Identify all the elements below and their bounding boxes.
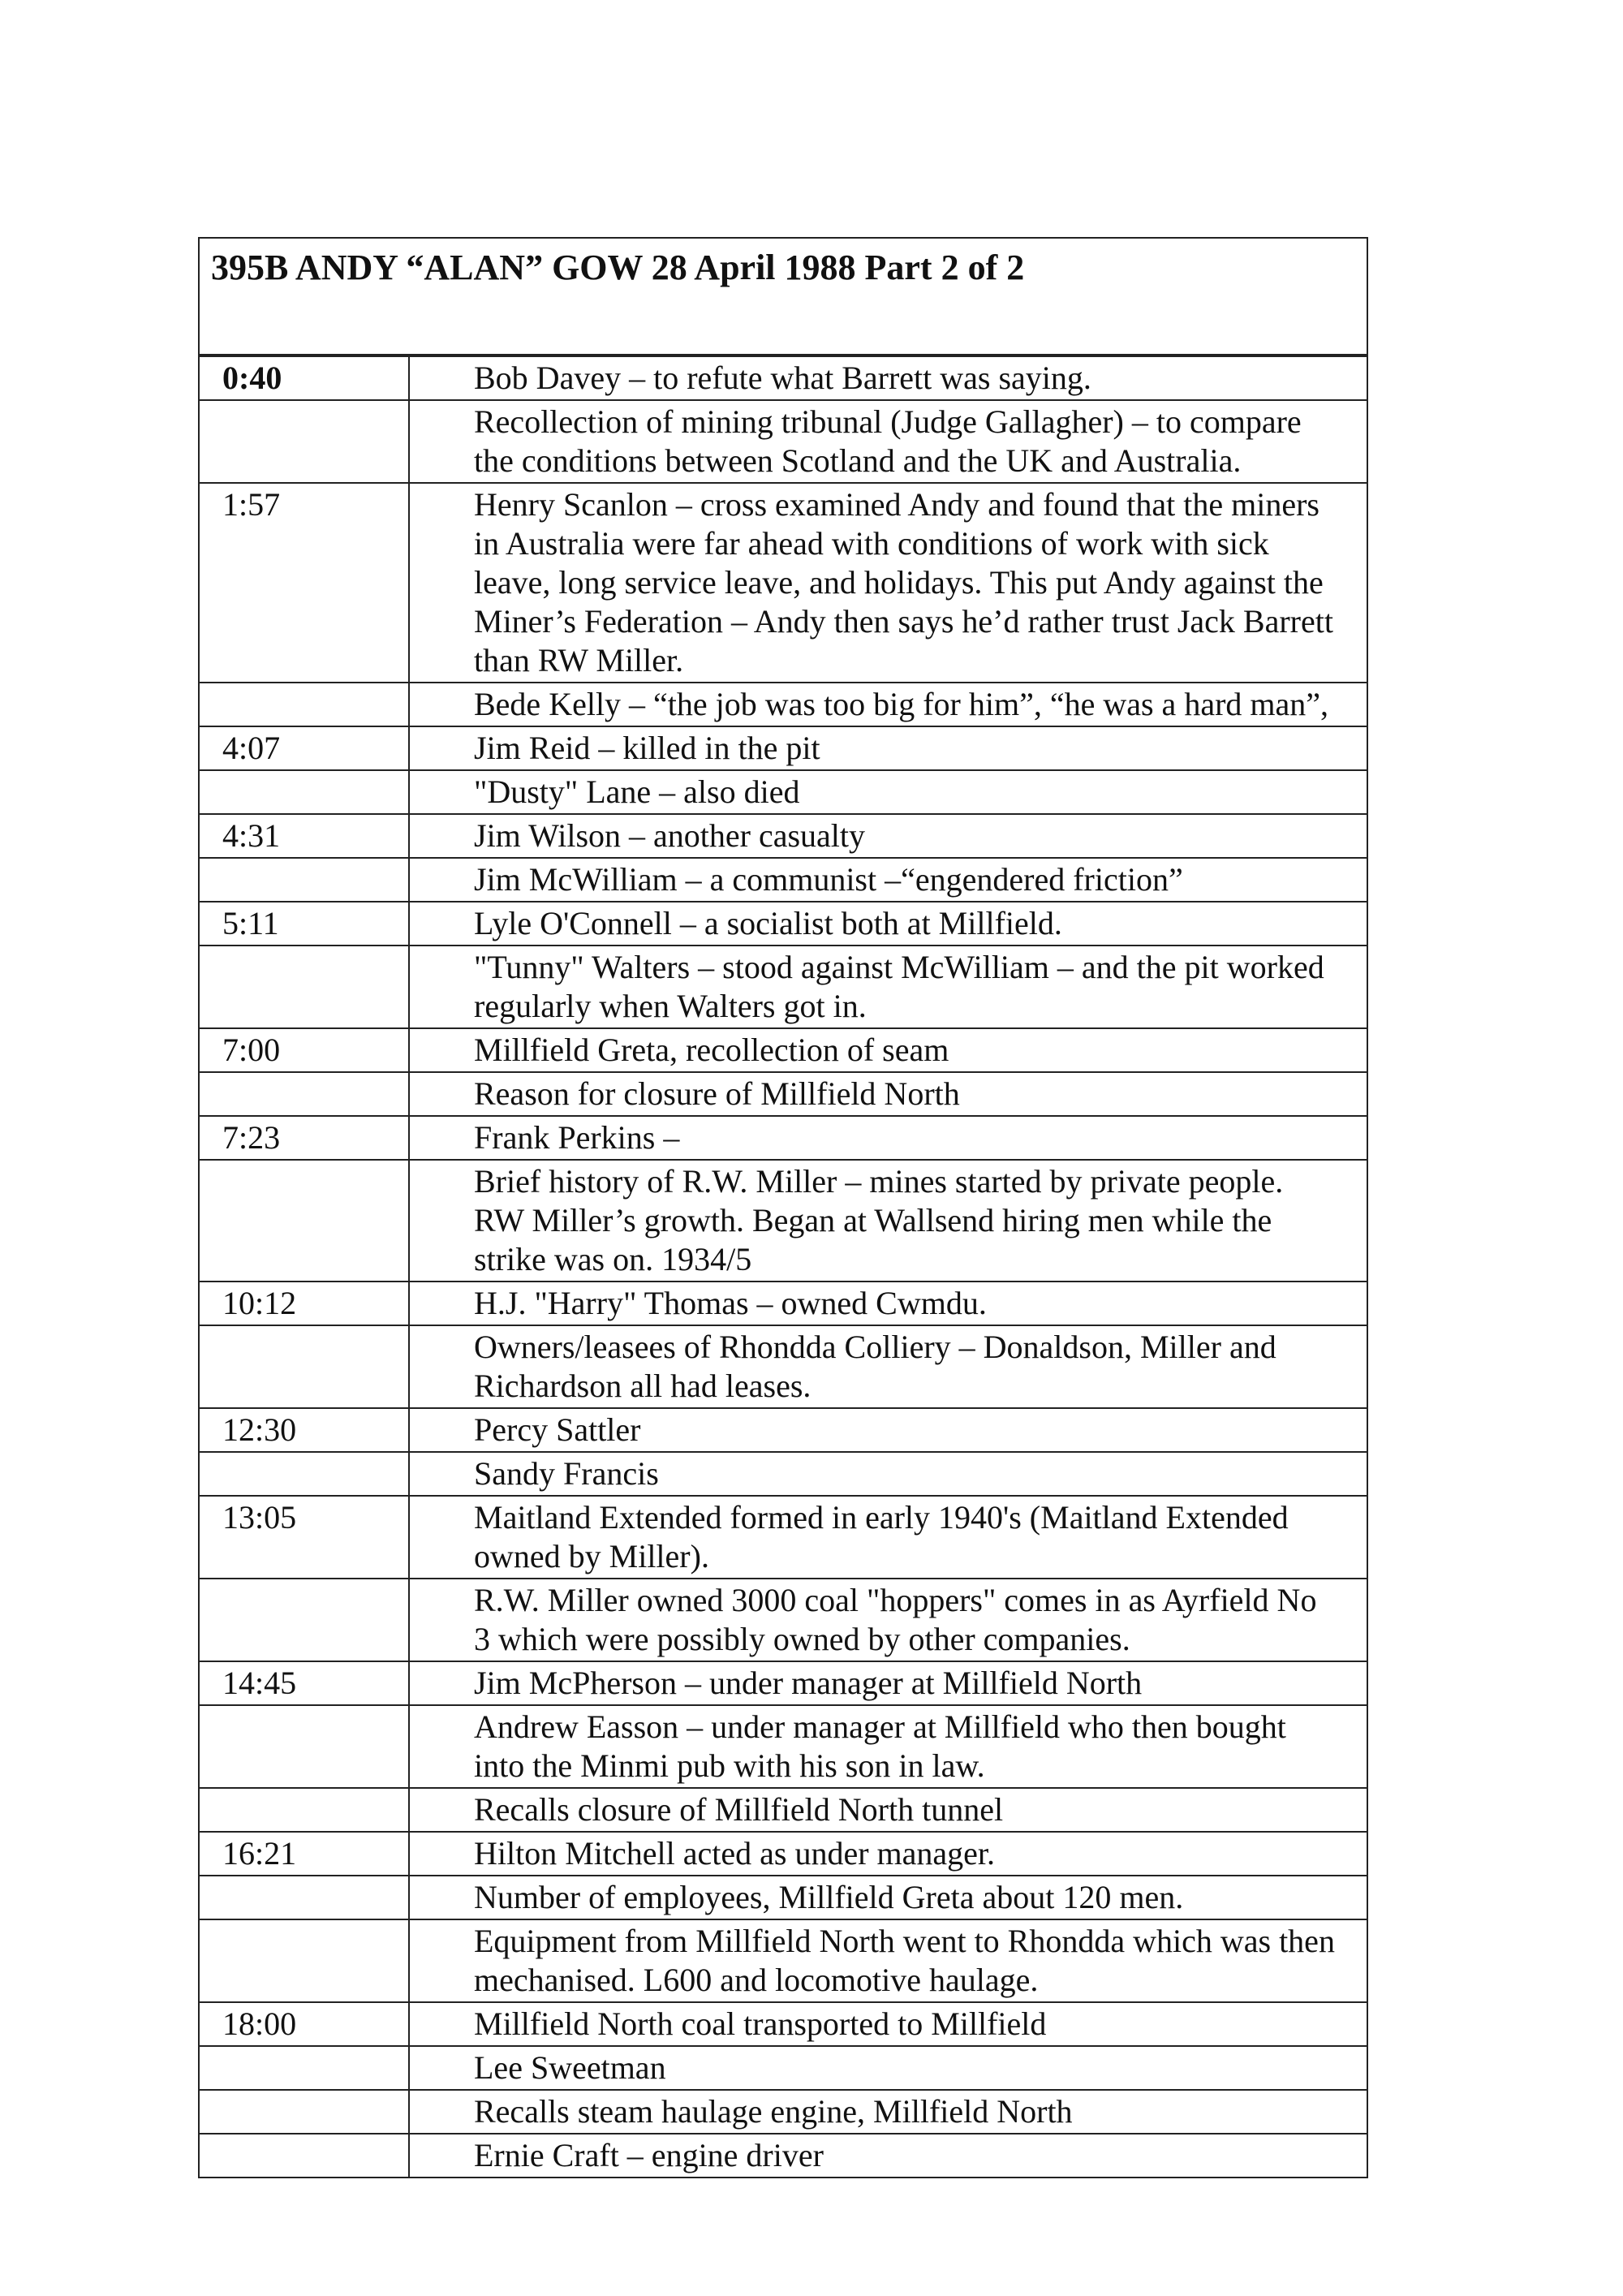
description-cell: Jim Reid – killed in the pit (409, 726, 1367, 770)
table-row (199, 1705, 1367, 1788)
timestamp-cell (199, 1452, 409, 1496)
description-cell: Millfield North coal transported to Millfield (409, 2002, 1367, 2046)
table-row (199, 1116, 1367, 1160)
timestamp-cell (199, 1325, 409, 1408)
timestamp-cell (199, 2046, 409, 2090)
description-cell: Ernie Craft – engine driver (409, 2134, 1367, 2178)
description-cell: Recalls steam haulage engine, Millfield North (409, 2090, 1367, 2134)
table-row (199, 1832, 1367, 1876)
description-cell: Jim McPherson – under manager at Millfield North (409, 1661, 1367, 1705)
description-cell: Percy Sattler (409, 1408, 1367, 1452)
description-cell: Bob Davey – to refute what Barrett was saying. (409, 355, 1367, 400)
table-row (199, 946, 1367, 1028)
timestamp-cell (199, 1579, 409, 1661)
description-cell: Number of employees, Millfield Greta about 120 men. (409, 1876, 1367, 1919)
table-row (199, 2134, 1367, 2178)
table-row (199, 1579, 1367, 1661)
table-row (199, 2090, 1367, 2134)
table-row (199, 814, 1367, 858)
timestamp-cell (199, 2090, 409, 2134)
table-row (199, 1876, 1367, 1919)
table-row (199, 1160, 1367, 1282)
timestamp-cell: 1:57 (199, 483, 409, 683)
timestamp-cell: 14:45 (199, 1661, 409, 1705)
timestamp-cell (199, 1876, 409, 1919)
description-cell: Recollection of mining tribunal (Judge Gallagher) – to compare the conditions between Scotland and the UK and Australia. (409, 400, 1367, 483)
table-row (199, 2002, 1367, 2046)
description-cell: "Tunny" Walters – stood against McWilliam – and the pit worked regularly when Walters got in. (409, 946, 1367, 1028)
table-row (199, 683, 1367, 726)
timestamp-cell (199, 858, 409, 902)
description-cell: Equipment from Millfield North went to Rhondda which was then mechanised. L600 and locomotive haulage. (409, 1919, 1367, 2002)
document-title: 395B ANDY “ALAN” GOW 28 April 1988 Part 2 of 2 (199, 238, 1367, 355)
timestamp-cell (199, 1788, 409, 1832)
description-cell: "Dusty" Lane – also died (409, 770, 1367, 814)
description-cell: Jim McWilliam – a communist –“engendered friction” (409, 858, 1367, 902)
table-row (199, 1452, 1367, 1496)
timestamp-cell: 10:12 (199, 1282, 409, 1325)
timestamp-cell: 4:07 (199, 726, 409, 770)
timestamp-cell (199, 1919, 409, 2002)
description-cell: Hilton Mitchell acted as under manager. (409, 1832, 1367, 1876)
transcript-summary-table (198, 237, 1368, 2178)
table-row (199, 726, 1367, 770)
description-cell: Henry Scanlon – cross examined Andy and found that the miners in Australia were far ahead with conditions of work with sick leave, long service leave, and holidays. This put Andy against the Miner’s Federation – Andy then says he’d rather trust Jack Barrett than RW Miller. (409, 483, 1367, 683)
description-cell: Sandy Francis (409, 1452, 1367, 1496)
timestamp-cell (199, 1072, 409, 1116)
table-row (199, 1072, 1367, 1116)
timestamp-cell (199, 1705, 409, 1788)
timestamp-cell: 7:23 (199, 1116, 409, 1160)
timestamp-cell: 5:11 (199, 902, 409, 946)
timestamp-cell: 12:30 (199, 1408, 409, 1452)
description-cell: Lyle O'Connell – a socialist both at Millfield. (409, 902, 1367, 946)
description-cell: Maitland Extended formed in early 1940's (Maitland Extended owned by Miller). (409, 1496, 1367, 1579)
description-cell: Owners/leasees of Rhondda Colliery – Donaldson, Miller and Richardson all had leases. (409, 1325, 1367, 1408)
table-row (199, 902, 1367, 946)
description-cell: Frank Perkins – (409, 1116, 1367, 1160)
description-cell: Brief history of R.W. Miller – mines started by private people. RW Miller’s growth. Began at Wallsend hiring men while the strike was on. 1934/5 (409, 1160, 1367, 1282)
table-row (199, 1282, 1367, 1325)
description-cell: Andrew Easson – under manager at Millfield who then bought into the Minmi pub with his son in law. (409, 1705, 1367, 1788)
description-cell: Bede Kelly – “the job was too big for him”, “he was a hard man”, (409, 683, 1367, 726)
description-cell: R.W. Miller owned 3000 coal "hoppers" comes in as Ayrfield No 3 which were possibly owned by other companies. (409, 1579, 1367, 1661)
timestamp-cell (199, 946, 409, 1028)
timestamp-cell: 0:40 (199, 355, 409, 400)
description-cell: H.J. "Harry" Thomas – owned Cwmdu. (409, 1282, 1367, 1325)
table-row (199, 1788, 1367, 1832)
table-row (199, 1408, 1367, 1452)
table-row (199, 355, 1367, 400)
timestamp-cell: 7:00 (199, 1028, 409, 1072)
table-row (199, 1325, 1367, 1408)
timestamp-cell: 18:00 (199, 2002, 409, 2046)
description-cell: Jim Wilson – another casualty (409, 814, 1367, 858)
table-row (199, 1919, 1367, 2002)
table-body (199, 238, 1367, 2178)
description-cell: Recalls closure of Millfield North tunnel (409, 1788, 1367, 1832)
timestamp-cell (199, 683, 409, 726)
table-row (199, 483, 1367, 683)
timestamp-cell: 4:31 (199, 814, 409, 858)
timestamp-cell: 13:05 (199, 1496, 409, 1579)
timestamp-cell: 16:21 (199, 1832, 409, 1876)
description-cell: Millfield Greta, recollection of seam (409, 1028, 1367, 1072)
table-row (199, 400, 1367, 483)
table-row (199, 2046, 1367, 2090)
table-row (199, 1661, 1367, 1705)
description-cell: Lee Sweetman (409, 2046, 1367, 2090)
table-row (199, 1496, 1367, 1579)
timestamp-cell (199, 1160, 409, 1282)
table-row (199, 858, 1367, 902)
table-row (199, 1028, 1367, 1072)
table-row (199, 770, 1367, 814)
timestamp-cell (199, 400, 409, 483)
timestamp-cell (199, 770, 409, 814)
timestamp-cell (199, 2134, 409, 2178)
description-cell: Reason for closure of Millfield North (409, 1072, 1367, 1116)
title-row (199, 238, 1367, 355)
